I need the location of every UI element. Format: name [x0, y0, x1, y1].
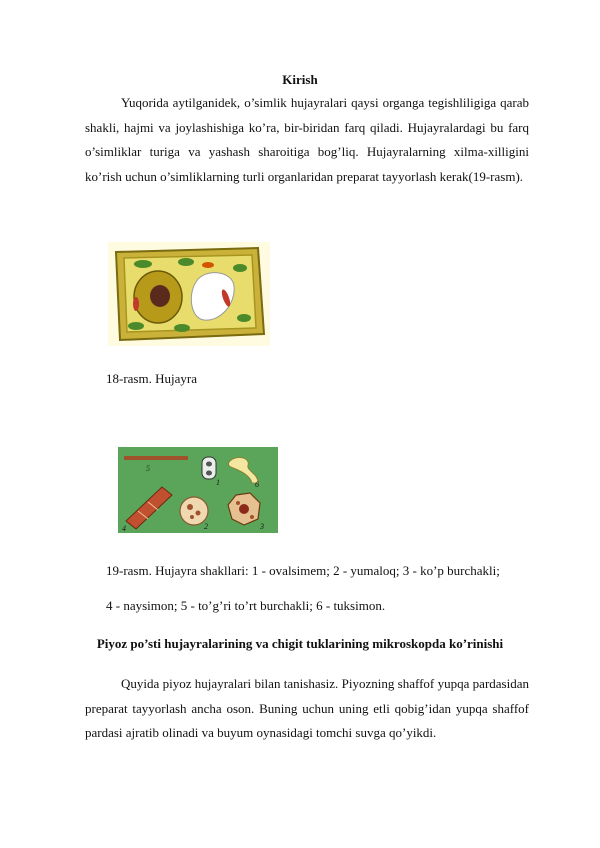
chloroplast: [237, 314, 251, 322]
chloroplast: [128, 322, 144, 330]
shape-label: 6: [255, 480, 259, 489]
cell-shape-round: [180, 497, 208, 525]
chloroplast: [134, 260, 152, 268]
intro-paragraph: Yuqorida aytilganidek, o’simlik hujayralari qaysi organga tegishliligiga qarab shakli, hajmi va joylashishiga ko’ra, bir-biridan farq qiladi. Hujayralardagi bu farq o’simliklar turiga va yashash sharoitiga bog’liq. Hujayralarning xilma-xilligini ko’rish uchun o’simliklarning turli organlaridan preparat tayyorlash kerak(19-rasm).: [85, 95, 529, 184]
figure18-caption: 18-rasm. Hujayra: [106, 371, 197, 386]
shape-label: 4: [122, 524, 126, 533]
shape-label: 1: [216, 478, 220, 487]
section-title: Kirish: [282, 72, 318, 87]
shape-label: 2: [204, 522, 208, 531]
cell-shape-rectangular: [124, 456, 188, 460]
cell-shapes-figure: [118, 447, 278, 533]
subheading: Piyoz po’sti hujayralarining va chigit tuklarining mikroskopda ko’rinishi: [96, 636, 504, 651]
chloroplast: [178, 258, 194, 266]
final-paragraph: Quyida piyoz hujayralari bilan tanishasiz. Piyozning shaffof yupqa pardasidan preparat tayyorlash ancha oson. Buning uchun uning etli qobig’idan yupqa shaffof pardasi ajratib olinadi va buyum oynasidagi tomchi suvga qo’yikdi.: [85, 676, 529, 740]
plant-cell-figure: [108, 242, 270, 346]
figure19-caption-line2: 4 - naysimon; 5 - to’g’ri to’rt burchakli; 6 - tuksimon.: [106, 598, 386, 613]
mitochondrion: [202, 262, 214, 268]
chloroplast: [233, 264, 247, 272]
cell-shape-oval: [202, 457, 216, 479]
shape-label: 5: [146, 464, 150, 473]
shape-label: 3: [260, 522, 264, 531]
figure19-caption-line1: 19-rasm. Hujayra shakllari: 1 - ovalsimem; 2 - yumaloq; 3 - ko’p burchakli;: [106, 563, 500, 578]
chloroplast: [174, 324, 190, 332]
mitochondrion: [133, 297, 139, 311]
nucleolus: [150, 285, 170, 307]
